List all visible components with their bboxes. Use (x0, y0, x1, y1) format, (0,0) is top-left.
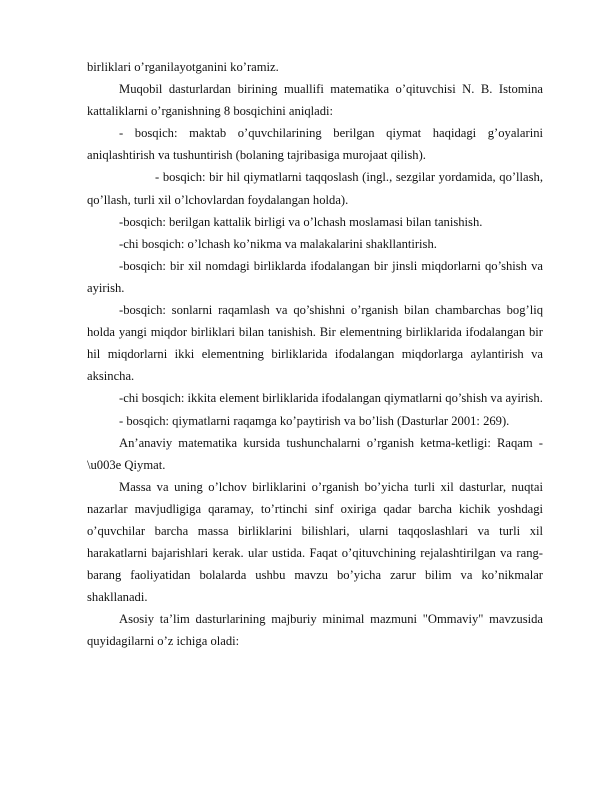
paragraph-mandatory-minimum: Asosiy ta’lim dasturlarining majburiy minimal mazmuni "Ommaviy" mavzusida quyidagilarni o’z ichiga oladi: (87, 612, 543, 649)
paragraph-stage-4: -chi bosqich: o’lchash ko’nikma va malakalarini shakllantirish. (119, 236, 437, 251)
paragraph-stage-2: - bosqich: bir hil qiymatlarni taqqoslash (ingl., sezgilar yordamida, qo’llash, qo’llash, turli xil o’lchovlardan foydalangan holda). (87, 170, 543, 207)
document-page (87, 56, 543, 653)
paragraph-mass-units: Massa va uning o’lchov birliklarini o’rganish bo’yicha turli xil dasturlar, nuqtai nazarlar mavjudligiga qaramay, to’rtinchi sinf oxiriga qadar barcha kichik yoshdagi o’quvchilar barcha massa birliklarini bilishlari, ularni taqqoslashlari va turli xil harakatlarni bajarishlari kerak. ular ustida. Faqat o’qituvchining rejalashtirilgan va rang-barang faoliyatidan bolalarda ushbu mavzu bo’yicha zarur bilim va ko’nikmalar shakllanadi. (87, 479, 543, 605)
paragraph-traditional-sequence: An’anaviy matematika kursida tushunchalarni o’rganish ketma-ketligi: Raqam -\u003e Qiymat. (87, 435, 543, 472)
paragraph-stage-7: -chi bosqich: ikkita element birliklarida ifodalangan qiymatlarni qo’shish va ayirish. (119, 391, 543, 406)
paragraph-stage-1: - bosqich: maktab o’quvchilarining berilgan qiymat haqidagi g’oyalarini aniqlashtirish va tushuntirish (bolaning tajribasiga murojaat qilish). (87, 126, 543, 163)
paragraph-continuation: birliklari o’rganilayotganini ko’ramiz. (87, 60, 279, 74)
paragraph-stage-6: -bosqich: sonlarni raqamlash va qo’shishni o’rganish bilan chambarchas bog’liq holda yangi miqdor birliklari bilan tanishish. Bir elementning birliklarida ifodalangan bir hil miqdorlarni ikki elementning birliklarida ifodalangan miqdorlarga aylantirish va aksincha. (87, 303, 543, 384)
paragraph-stage-3: -bosqich: berilgan kattalik birligi va o’lchash moslamasi bilan tanishish. (119, 214, 483, 229)
paragraph-stage-8: - bosqich: qiymatlarni raqamga ko’paytirish va bo’lish (Dasturlar 2001: 269). (119, 413, 510, 428)
paragraph-istomina-stages-intro: Muqobil dasturlardan birining muallifi matematika o’qituvchisi N. B. Istomina kattaliklarni o’rganishning 8 bosqichini aniqladi: (87, 82, 543, 119)
paragraph-stage-5: -bosqich: bir xil nomdagi birliklarda ifodalangan bir jinsli miqdorlarni qo’shish va ayirish. (87, 258, 543, 295)
